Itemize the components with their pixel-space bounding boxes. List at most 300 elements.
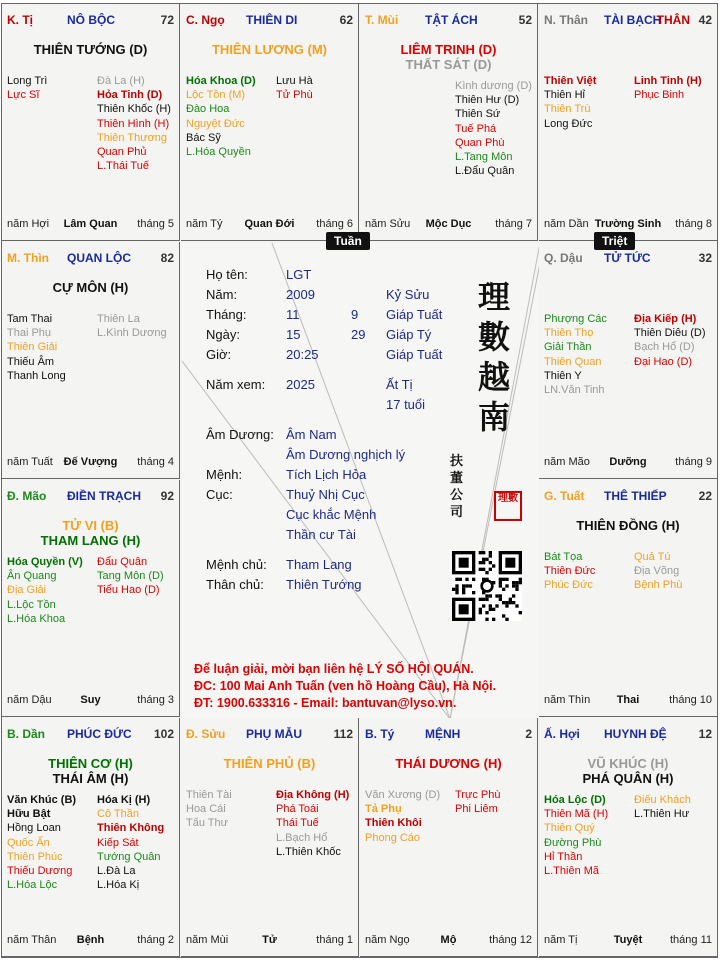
footer-year: năm Dậu [7, 694, 52, 706]
minor-star: Thiên Y [544, 369, 582, 382]
contact-line-1: Để luận giải, mời bạn liên hệ LÝ SỐ HỘI QUÁN. [194, 662, 474, 676]
footer-year: năm Ngọ [365, 934, 410, 946]
palace-can: N. Thân [544, 13, 588, 27]
footer-year: năm Tuất [7, 456, 53, 468]
palace-cell-hoi[interactable] [539, 718, 717, 957]
minor-star: Tam Thai [7, 313, 53, 325]
than-marker: THÂN [656, 13, 690, 27]
minor-star: Long Trì [7, 75, 48, 87]
minor-stars-right [455, 79, 532, 178]
palace-number: 52 [518, 13, 532, 27]
palace-footer [7, 218, 174, 232]
palace-cell-tuat[interactable] [539, 480, 717, 717]
menh-chu-label: Mệnh chủ: [206, 557, 267, 572]
palace-cell-suu[interactable] [181, 718, 359, 957]
footer-phase: Mộ [440, 934, 457, 946]
footer-year: năm Mão [544, 456, 590, 468]
palace-footer [7, 694, 174, 708]
month-value: 11 [286, 307, 300, 322]
palace-cell-mao[interactable] [2, 480, 180, 717]
minor-stars-left [186, 74, 256, 159]
minor-star: LN.Văn Tinh [544, 384, 605, 397]
palace-name: TÀI BẠCH [604, 13, 662, 27]
palace-header [365, 727, 532, 743]
minor-star: Trực Phù [455, 789, 501, 801]
cuc-note-2: Thần cư Tài [286, 527, 356, 542]
palace-can: T. Mùi [365, 13, 399, 27]
minor-star: L.Thiên Hư [634, 808, 690, 821]
minor-star: Quan Phù [455, 136, 505, 149]
palace-can: Đ. Mão [7, 489, 47, 503]
main-star: THIÊN CƠ (H) [48, 756, 133, 771]
minor-star: Thiên Khốc (H) [97, 103, 171, 116]
contact-line-2: ĐC: 100 Mai Anh Tuấn (ven hồ Hoàng Cầu), Hà Nội. [194, 679, 497, 693]
palace-footer [7, 934, 174, 948]
minor-star: Thanh Long [7, 369, 66, 382]
month-row [206, 307, 443, 322]
hour-value: 20:25 [286, 347, 319, 362]
minor-star: Hóa Quyền (V) [7, 556, 83, 568]
calli-small-4: 司 [450, 505, 464, 520]
minor-star: Bác Sỹ [186, 131, 221, 144]
palace-number: 12 [698, 727, 712, 741]
minor-star: L.Hóa Lộc [7, 879, 58, 892]
main-star: THAM LANG (H) [40, 533, 141, 548]
minor-star: Địa Kiếp (H) [634, 313, 697, 325]
minor-star: Hóa Lộc (D) [544, 794, 606, 806]
minor-star: Thiên Khôi [365, 817, 422, 830]
minor-stars-left [7, 312, 66, 383]
footer-month: tháng 8 [675, 218, 712, 230]
palace-name: HUYNH ĐỆ [604, 727, 667, 741]
menh-row [206, 467, 367, 482]
palace-header [544, 489, 712, 505]
minor-star: Bát Tọa [544, 551, 583, 563]
minor-star: Thiên Thọ [544, 327, 594, 340]
minor-star: Tả Phụ [365, 803, 402, 816]
seal-text: 理數 [498, 493, 518, 504]
palace-number: 32 [698, 251, 712, 265]
minor-star: Thiên Đức [544, 565, 596, 578]
minor-star: L.Hóa Khoa [7, 612, 66, 625]
minor-stars-right [634, 74, 702, 102]
minor-star: L.Thiên Khốc [276, 845, 341, 858]
tuvi-chart-board [1, 3, 718, 958]
minor-star: Thiếu Âm [7, 355, 55, 368]
minor-star: Bệnh Phù [634, 579, 683, 592]
minor-stars-left [544, 74, 596, 131]
palace-name: TỬ TỨC [604, 251, 651, 265]
main-star: VŨ KHÚC (H) [587, 756, 669, 771]
footer-year: năm Thìn [544, 694, 591, 706]
minor-star: Đường Phù [544, 836, 602, 849]
palace-name: TẬT ÁCH [425, 13, 478, 27]
minor-star: Tấu Thư [186, 817, 229, 830]
cuc-value: Thuỷ Nhị Cục [286, 487, 365, 502]
footer-year: năm Mùi [186, 934, 229, 946]
minor-star: Quả Tú [634, 551, 671, 563]
minor-star: Thiên Hình (H) [97, 117, 170, 130]
minor-star: Thiên Thương [97, 131, 168, 144]
amduong-value: Âm Nam [286, 427, 337, 442]
footer-month: tháng 10 [669, 694, 712, 706]
minor-stars-left [544, 312, 607, 397]
minor-stars-right [634, 312, 706, 369]
name-value: LGT [286, 267, 312, 282]
minor-star: Hóa Kị (H) [97, 794, 151, 806]
footer-month: tháng 2 [137, 934, 174, 946]
minor-stars-right [455, 788, 500, 816]
menh-label: Mệnh: [206, 467, 243, 482]
footer-phase: Dưỡng [609, 456, 647, 468]
age-value: 17 tuổi [386, 397, 426, 412]
main-star: THÁI ÂM (H) [52, 771, 129, 786]
red-seal-stamp [494, 491, 522, 521]
palace-name: THÊ THIẾP [604, 489, 667, 503]
palace-footer [365, 934, 532, 948]
palace-name: PHÚC ĐỨC [67, 727, 132, 741]
palace-can: Q. Dậu [544, 251, 583, 265]
main-star: THIÊN PHỦ (B) [223, 756, 316, 771]
palace-cell-ty[interactable] [2, 4, 180, 241]
footer-month: tháng 11 [669, 934, 712, 946]
palace-name: MỆNH [425, 727, 461, 741]
footer-phase: Thai [616, 694, 640, 706]
footer-month: tháng 4 [137, 456, 174, 468]
main-star: TỬ VI (B) [62, 518, 119, 533]
calli-char-1: 理 [477, 278, 510, 316]
palace-can: K. Tị [7, 13, 33, 27]
minor-star: Văn Khúc (B) [7, 794, 77, 806]
name-row [206, 267, 312, 282]
palace-number: 42 [698, 13, 712, 27]
view-year-value: 2025 [286, 377, 315, 392]
day-value: 15 [286, 327, 301, 342]
minor-star: Thiên La [97, 313, 140, 325]
minor-star: Hồng Loan [7, 822, 61, 835]
calli-char-2: 數 [477, 318, 510, 356]
minor-star: Thiên Diêu (D) [634, 327, 706, 340]
minor-star: Thiên Giải [7, 341, 58, 354]
minor-star: Thiên Quý [544, 822, 595, 835]
footer-year: năm Tị [544, 934, 578, 946]
month-label: Tháng: [206, 307, 247, 322]
palace-number: 62 [339, 13, 353, 27]
minor-star: Thiên Việt [544, 75, 597, 87]
palace-name: ĐIỀN TRẠCH [67, 489, 141, 503]
contact-line-3[interactable]: ĐT: 1900.633316 - Email: bantuvan@lyso.vn. [194, 696, 457, 710]
menh-chu-value: Tham Lang [286, 557, 352, 572]
day-can: Giáp Tý [386, 327, 432, 342]
month-can: Giáp Tuất [386, 307, 443, 322]
footer-year: năm Sửu [365, 218, 411, 230]
than-chu-value: Thiên Tướng [286, 577, 362, 592]
minor-star: Địa Giải [7, 584, 47, 597]
palace-header [186, 13, 353, 29]
palace-header [7, 727, 174, 743]
year-value: 2009 [286, 287, 315, 302]
palace-number: 102 [153, 727, 174, 741]
footer-month: tháng 5 [137, 218, 174, 230]
palace-cell-dan[interactable] [2, 718, 180, 957]
hour-can: Giáp Tuất [386, 347, 443, 362]
palace-can: B. Dần [7, 727, 46, 741]
minor-stars-left [544, 550, 595, 593]
triet-marker: Triệt [594, 232, 635, 250]
minor-star: L.Đà La [97, 865, 136, 878]
minor-star: Hoa Cái [186, 803, 226, 816]
main-star: THẤT SÁT (D) [405, 57, 492, 72]
calli-small-1: 扶 [450, 454, 464, 469]
minor-star: Kiếp Sát [97, 836, 139, 849]
minor-stars-right [97, 74, 171, 173]
calligraphy-logo [472, 277, 516, 437]
hour-row [206, 347, 443, 362]
palace-can: G. Tuất [544, 489, 585, 503]
minor-star: Tang Môn (D) [97, 570, 164, 583]
minor-stars-left [365, 788, 440, 845]
palace-can: Đ. Sửu [186, 727, 226, 741]
minor-star: Tử Phù [276, 89, 313, 102]
minor-star: Tướng Quân [97, 850, 161, 863]
minor-stars-right [97, 555, 164, 598]
main-star: CỰ MÔN (H) [52, 280, 129, 295]
palace-name: NÔ BỘC [67, 13, 115, 27]
minor-star: Tiểu Hao (D) [97, 584, 160, 597]
palace-name: QUAN LỘC [67, 251, 131, 265]
footer-month: tháng 3 [137, 694, 174, 706]
minor-star: Bạch Hổ (D) [634, 341, 695, 354]
palace-number: 112 [333, 727, 353, 741]
calligraphy-small [450, 453, 463, 521]
footer-year: năm Thân [7, 934, 57, 946]
minor-stars-right [276, 74, 313, 102]
footer-phase: Trường Sinh [594, 218, 662, 230]
footer-month: tháng 12 [489, 934, 532, 946]
minor-star: Thái Tuế [276, 817, 319, 830]
palace-number: 92 [160, 489, 174, 503]
footer-phase: Bệnh [76, 934, 105, 946]
minor-star: Điếu Khách [634, 794, 691, 806]
palace-footer [544, 694, 712, 708]
palace-footer [544, 456, 712, 470]
cuc-label: Cục: [206, 487, 233, 502]
palace-can: B. Tý [365, 727, 395, 741]
footer-phase: Tử [262, 934, 277, 946]
footer-year: năm Tý [186, 218, 223, 230]
minor-star: Hóa Khoa (D) [186, 75, 256, 87]
minor-star: Thiên Hư (D) [455, 94, 520, 107]
minor-star: Đà La (H) [97, 75, 145, 87]
name-label: Họ tên: [206, 267, 248, 282]
palace-cell-tys[interactable] [360, 718, 538, 957]
minor-star: Thiên Tài [186, 789, 232, 801]
minor-star: Đại Hao (D) [634, 355, 693, 368]
minor-star: Thiên Phúc [7, 850, 63, 863]
palace-name: THIÊN DI [246, 13, 298, 27]
minor-star: Nguyệt Đức [186, 117, 245, 130]
view-year-label: Năm xem: [206, 377, 266, 392]
minor-stars-left [544, 793, 608, 878]
palace-header [365, 13, 532, 29]
palace-footer [544, 218, 712, 232]
minor-star: Hỏa Tinh (D) [97, 89, 163, 102]
contact-block [194, 661, 496, 712]
palace-footer [544, 934, 712, 948]
main-star: PHÁ QUÂN (H) [582, 771, 674, 786]
minor-stars-right [97, 312, 167, 340]
than-chu-label: Thân chủ: [206, 577, 264, 592]
main-star: THÁI DƯƠNG (H) [395, 756, 502, 771]
menh-value: Tích Lịch Hỏa [286, 467, 367, 482]
minor-star: Ân Quang [7, 570, 57, 583]
palace-header [7, 251, 174, 267]
minor-star: L.Hóa Quyền [186, 146, 251, 159]
minor-stars-right [634, 793, 691, 821]
amduong-note: Âm Dương nghịch lý [286, 447, 406, 462]
month-lunar: 9 [351, 307, 359, 322]
footer-phase: Đế Vượng [63, 456, 118, 468]
tuan-marker: Tuần [326, 232, 370, 250]
minor-stars-right [276, 788, 349, 859]
minor-star: L.Lộc Tồn [7, 598, 56, 611]
minor-star: Địa Không (H) [276, 789, 350, 801]
palace-footer [186, 218, 353, 232]
cuc-row [206, 487, 365, 502]
main-star: THIÊN ĐỒNG (H) [576, 518, 680, 533]
minor-star: L.Thái Tuế [97, 160, 149, 173]
minor-stars-left [186, 788, 232, 831]
palace-can: M. Thìn [7, 251, 49, 265]
palace-number: 22 [698, 489, 712, 503]
palace-number: 72 [160, 13, 174, 27]
minor-star: Tuế Phá [455, 122, 497, 135]
minor-stars-left [7, 555, 83, 626]
minor-star: Phượng Các [544, 313, 607, 325]
minor-star: Phúc Đức [544, 579, 593, 592]
amduong-label: Âm Dương: [206, 427, 274, 442]
minor-stars-left [7, 793, 76, 892]
minor-star: Quốc Ấn [7, 836, 50, 849]
palace-number: 82 [160, 251, 174, 265]
palace-header [7, 489, 174, 505]
minor-star: Thiếu Dương [7, 865, 73, 878]
palace-footer [7, 456, 174, 470]
palace-cell-mui[interactable] [360, 4, 538, 241]
minor-star: L.Tang Môn [455, 151, 513, 164]
footer-phase: Mộc Dục [425, 218, 472, 230]
than-chu-row [206, 577, 362, 592]
minor-star: Thiên Không [97, 822, 165, 835]
main-star: THIÊN LƯƠNG (M) [211, 42, 328, 57]
minor-star: Quan Phủ [97, 146, 147, 159]
year-can: Kỷ Sửu [386, 287, 430, 302]
footer-month: tháng 9 [675, 456, 712, 468]
qr-code-icon[interactable] [452, 551, 522, 621]
calli-char-3: 越 [477, 358, 510, 396]
calli-char-4: 南 [477, 398, 510, 436]
minor-star: L.Bạch Hổ [276, 831, 328, 844]
minor-star: Phục Binh [634, 89, 685, 102]
palace-cell-thin[interactable] [2, 242, 180, 479]
minor-star: Giải Thần [544, 341, 592, 354]
palace-header [544, 251, 712, 267]
cuc-note: Cục khắc Mệnh [286, 507, 377, 522]
palace-name: PHỤ MẪU [246, 727, 302, 741]
footer-year: năm Dần [544, 218, 589, 230]
year-label: Năm: [206, 287, 238, 302]
minor-star: Địa Võng [634, 565, 680, 578]
footer-phase: Suy [80, 694, 101, 706]
amduong-row [206, 427, 337, 442]
view-year-row [206, 377, 413, 392]
minor-star: Phi Liêm [455, 803, 498, 816]
hour-label: Giờ: [206, 347, 232, 362]
footer-month: tháng 1 [316, 934, 353, 946]
minor-star: Linh Tinh (H) [634, 75, 702, 87]
minor-star: Thiên Quan [544, 355, 602, 368]
minor-stars-right [634, 550, 682, 593]
minor-star: Long Đức [544, 117, 593, 130]
minor-star: Văn Xương (D) [365, 789, 441, 801]
palace-cell-dau[interactable] [539, 242, 717, 479]
palace-number: 2 [525, 727, 532, 741]
minor-star: L.Đẩu Quân [455, 165, 515, 178]
palace-can: C. Ngọ [186, 13, 225, 27]
minor-star: Lộc Tồn (M) [186, 89, 246, 102]
calli-small-2: 董 [450, 471, 464, 486]
menh-chu-row [206, 557, 352, 572]
footer-year: năm Hợi [7, 218, 50, 230]
footer-phase: Lâm Quan [63, 218, 118, 230]
minor-star: Đẩu Quân [97, 556, 148, 568]
minor-star: L.Kình Dương [97, 327, 167, 340]
palace-cell-ngo[interactable] [181, 4, 359, 241]
minor-star: L.Thiên Mã [544, 865, 600, 878]
minor-star: Thiên Mã (H) [544, 808, 609, 821]
footer-month: tháng 6 [316, 218, 353, 230]
minor-star: Lực Sĩ [7, 89, 40, 102]
footer-month: tháng 7 [495, 218, 532, 230]
calli-small-3: 公 [450, 488, 464, 503]
palace-header [7, 13, 174, 29]
palace-footer [186, 934, 353, 948]
minor-stars-right [97, 793, 164, 892]
minor-star: Thiên Hỉ [544, 89, 585, 102]
palace-header [186, 727, 353, 743]
day-row [206, 327, 432, 342]
palace-footer [365, 218, 532, 232]
minor-star: Phong Cáo [365, 831, 421, 844]
center-info-panel [182, 243, 540, 719]
view-year-can: Ất Tị [386, 377, 413, 392]
day-lunar: 29 [351, 327, 366, 342]
minor-star: Phá Toái [276, 803, 319, 816]
minor-stars-left [7, 74, 47, 102]
minor-star: L.Hóa Kị [97, 879, 140, 892]
palace-cell-than[interactable] [539, 4, 717, 241]
minor-star: Hữu Bật [7, 808, 51, 821]
minor-star: Hỉ Thần [544, 850, 583, 863]
palace-can: Ấ. Hợi [544, 727, 580, 741]
palace-header [544, 727, 712, 743]
palace-header [544, 13, 712, 29]
minor-star: Lưu Hà [276, 75, 313, 87]
day-label: Ngày: [206, 327, 240, 342]
minor-star: Kình dương (D) [455, 80, 532, 92]
minor-star: Đào Hoa [186, 103, 230, 116]
year-row [206, 287, 430, 302]
